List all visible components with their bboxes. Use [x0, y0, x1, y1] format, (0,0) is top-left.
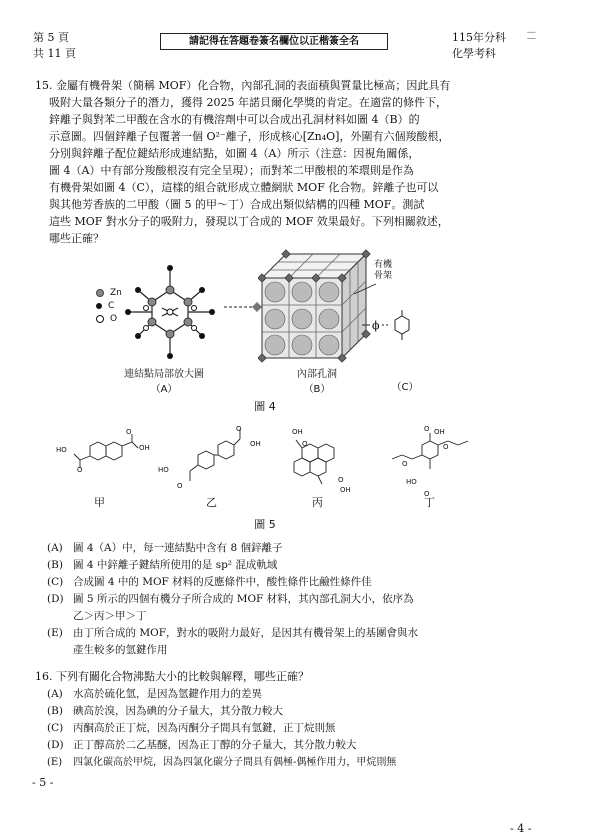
exam-info	[452, 30, 506, 62]
page-number-block	[33, 30, 76, 62]
question-15-options	[47, 540, 517, 659]
stem-line: 吸附大量各類分子的潛力，獲得 2025 年諾貝爾化學獎的肯定。在適當的條件下，	[49, 96, 447, 109]
option-e-cont: 產生較多的氫鍵作用	[73, 644, 168, 656]
stem-line: 示意圖。四個鋅離子包覆著一個 O²⁻離子，形成核心[Zn₄O]，外圍有六個羧酸根，	[49, 130, 450, 143]
figure-4c-caption: （C）	[391, 382, 419, 393]
framework-pointer	[352, 282, 382, 296]
molecule-yi	[162, 425, 272, 490]
option-c: (C) 合成圖 4 中的 MOF 材料的反應條件中，酸性條件比鹼性條件佳	[47, 576, 372, 588]
option-b: (B) 碘高於溴，因為碘的分子量大，其分散力較大	[47, 705, 283, 717]
question-15-stem	[35, 77, 510, 247]
chem-label-o: O	[302, 440, 308, 448]
option-e: (E) 四氯化碳高於甲烷，因為四氯化碳分子間具有偶極-偶極作用力，甲烷則無	[47, 757, 397, 768]
molecule-jia	[60, 432, 160, 477]
stem-line: 分別與鋅離子配位鍵結形成連結點，如圖 4（A）所示（注意：因視角關係，	[49, 147, 420, 160]
svg-text:ϕ: ϕ	[372, 319, 380, 332]
stem-line: 有機骨架如圖 4（C），這樣的組合就形成立體網狀 MOF 化合物。鋅離子也可以	[49, 181, 439, 194]
page-footer-left: - 5 -	[32, 776, 54, 789]
exam-year: 115年分科	[452, 31, 506, 44]
legend-c: C	[96, 300, 122, 313]
question-16-options	[47, 686, 517, 771]
exam-subject: 化學考科	[452, 47, 496, 60]
chem-label-oh: OH	[434, 428, 445, 436]
figure-4c-benzene-linker	[362, 310, 422, 340]
chem-label-o: O	[424, 490, 430, 498]
legend-zn: Zn	[96, 287, 122, 300]
stem-line: 這些 MOF 對水分子的吸附力，發現以丁合成的 MOF 效果最好。下列相關敘述，	[49, 215, 449, 228]
page-number: 第 5 頁	[33, 31, 69, 44]
arrow-a-to-b	[222, 297, 262, 317]
figure-4a-node-diagram	[110, 250, 230, 370]
chem-label-oh: OH	[250, 440, 261, 448]
molecule-label-jia: 甲	[94, 496, 105, 509]
stem-line: 圖 4（A）中有部分羧酸根沒有完全呈現）；而對苯二甲酸根的苯環則是作為	[49, 164, 414, 177]
option-a: (A) 圖 4（A）中，每一連結點中含有 8 個鋅離子	[47, 542, 283, 554]
molecule-label-ding: 丁	[424, 496, 435, 509]
chem-label-oh: OH	[139, 444, 150, 452]
figure-5-title: 圖 5	[254, 518, 276, 531]
molecule-bing	[282, 428, 362, 493]
chem-label-ho: HO	[56, 446, 67, 454]
chem-label-oh: OH	[292, 428, 303, 436]
signature-notice: 請記得在答題卷簽名欄位以正楷簽全名	[160, 33, 388, 50]
page-footer-right: - 4 -	[510, 822, 532, 835]
organic-framework-label: 有機 骨架	[374, 260, 393, 281]
chem-label-o: O	[177, 482, 183, 490]
legend-o: O	[96, 313, 122, 326]
binding-mark-glyph: │ │	[527, 30, 535, 41]
page-total: 共 11 頁	[33, 47, 76, 60]
stem-line: 與其他芳香族的二甲酸（圖 5 的甲～丁）合成出類似結構的四種 MOF。測試	[49, 198, 425, 211]
stem-line: 哪些正確？	[49, 232, 104, 245]
chem-label-o: O	[126, 428, 132, 436]
chem-label-o: O	[402, 460, 408, 468]
option-d: (D) 正丁醇高於二乙基醚，因為正丁醇的分子量大，其分散力較大	[47, 739, 357, 751]
option-b: (B) 圖 4 中鋅離子鍵結所使用的是 sp² 混成軌域	[47, 559, 278, 571]
question-16-stem: 16. 下列有關化合物沸點大小的比較與解釋，哪些正確？	[35, 670, 309, 683]
chem-label-o: O	[338, 476, 344, 484]
chem-label-o: O	[443, 443, 449, 451]
molecule-label-yi: 乙	[206, 496, 217, 509]
figure-4-title: 圖 4	[254, 400, 276, 413]
stem-line: 鋅離子與對苯二甲酸在含水的有機溶劑中可以合成出孔洞材料如圖 4（B）的	[49, 113, 420, 126]
option-a: (A) 水高於硫化氫，是因為氫鍵作用力的差異	[47, 688, 262, 700]
option-c: (C) 丙酮高於正丁烷，因為丙酮分子間具有氫鍵，正丁烷則無	[47, 722, 336, 734]
stem-line: 15. 金屬有機骨架（簡稱 MOF）化合物，內部孔洞的表面積與質量比極高；因此具有	[35, 79, 451, 92]
figure-4b-mof-framework	[258, 248, 373, 366]
chem-label-oh: OH	[340, 486, 351, 494]
figure-4a-caption: 連結點局部放大圖 （A）	[124, 369, 204, 395]
chem-label-o: O	[424, 425, 430, 433]
molecule-ding	[378, 425, 478, 495]
chem-label-ho: HO	[406, 478, 417, 486]
binding-mark	[522, 30, 540, 41]
option-d-cont: 乙＞丙＞甲＞丁	[73, 610, 147, 622]
chem-label-ho: HO	[158, 466, 169, 474]
chem-label-o: O	[236, 425, 242, 433]
option-d: (D) 圖 5 所示的四個有機分子所合成的 MOF 材料，其內部孔洞大小，依序為	[47, 593, 414, 605]
chem-label-o: O	[77, 466, 83, 474]
option-e: (E) 由丁所合成的 MOF，對水的吸附力最好，是因其有機骨架上的基團會與水	[47, 627, 418, 639]
figure-4b-caption: 內部孔洞 （B）	[297, 369, 337, 395]
molecule-label-bing: 丙	[312, 496, 323, 509]
